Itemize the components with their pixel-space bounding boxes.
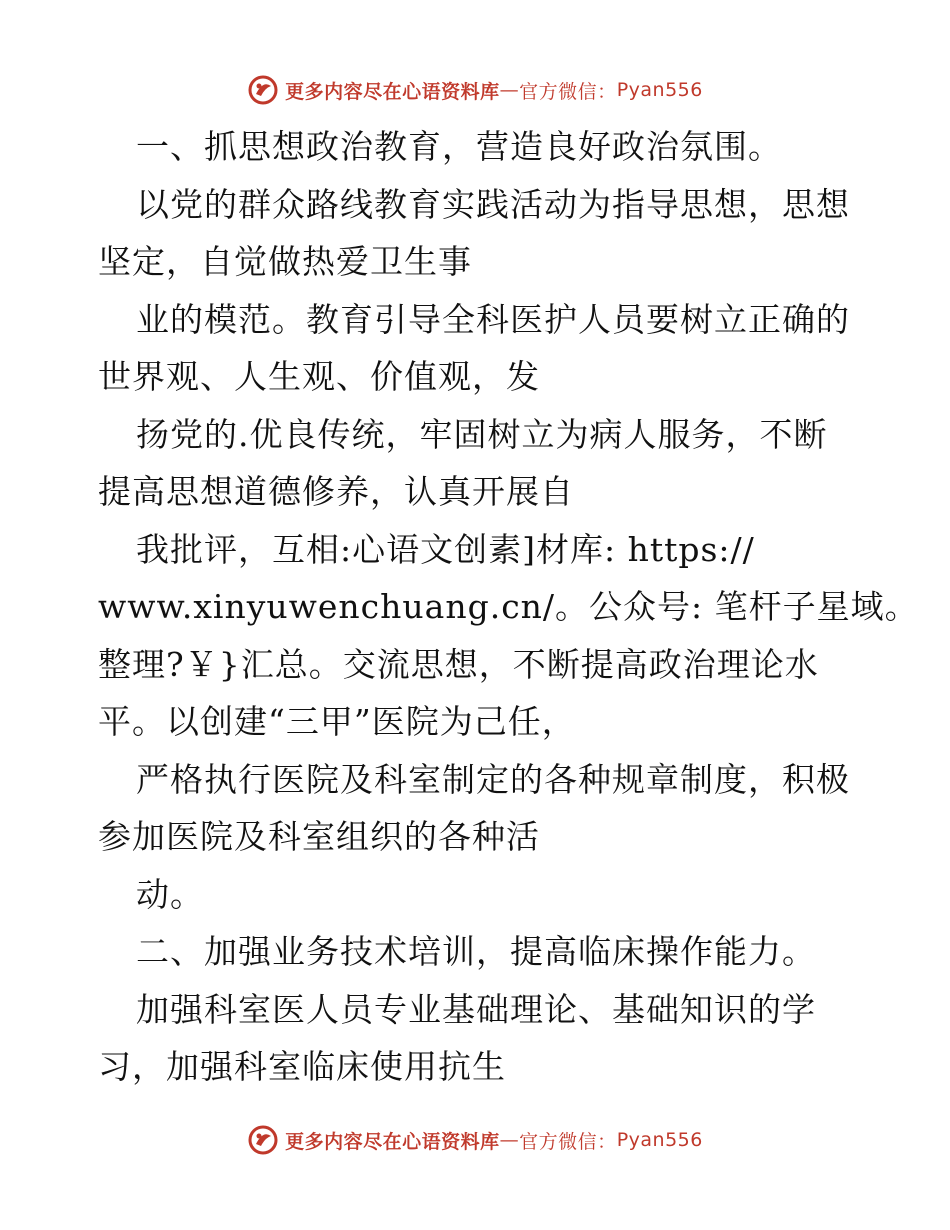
header-watermark-banner (0, 70, 950, 110)
paragraph-line: 一、抓思想政治教育，营造良好政治氛围。 (136, 127, 782, 166)
paragraph-line: 整理?￥}汇总。交流思想，不断提高政治理论水 (98, 644, 819, 684)
paragraph-line: 扬党的.优良传统，牢固树立为病人服务，不断 (136, 414, 828, 454)
wechat-label: 官方微信： (519, 1130, 617, 1153)
paragraph-line: 严格执行医院及科室制定的各种规章制度，积极 (136, 759, 850, 799)
paragraph-line: 业的模范。教育引导全科医护人员要树立正确的 (136, 299, 850, 339)
paragraph-line: 参加医院及科室组织的各种活 (98, 817, 540, 856)
paragraph-line: 平。以创建“三甲”医院为己任， (98, 702, 576, 741)
site-text: 更多内容尽在心语资料库 (285, 80, 500, 103)
paragraph-line: 提高思想道德修养，认真开展自 (98, 472, 574, 511)
document-body (98, 118, 919, 1096)
swirl-logo-icon (247, 1124, 279, 1156)
wechat-id: Pyan556 (616, 1129, 703, 1151)
paragraph-line: www.xinyuwenchuang.cn/。公众号: 笔杆子星域。 (98, 587, 919, 626)
paragraph-line: 动。 (136, 874, 204, 914)
banner-separator: — (499, 79, 520, 101)
site-text: 更多内容尽在心语资料库 (285, 1130, 500, 1153)
paragraph-line: 以党的群众路线教育实践活动为指导思想，思想 (136, 184, 850, 224)
banner-separator: — (499, 1129, 520, 1151)
wechat-id: Pyan556 (616, 79, 703, 101)
paragraph-line: 坚定，自觉做热爱卫生事 (98, 242, 472, 281)
paragraph-line: 加强科室医人员专业基础理论、基础知识的学 (136, 989, 816, 1029)
paragraph-line: 世界观、人生观、价值观，发 (98, 357, 540, 396)
paragraph-line: 我批评，互相:心语文创素]材库: https:// (136, 529, 755, 569)
wechat-label: 官方微信： (519, 80, 617, 103)
swirl-logo-icon (247, 74, 279, 106)
paragraph-line: 习，加强科室临床使用抗生 (98, 1047, 506, 1086)
footer-watermark-banner (0, 1120, 950, 1160)
paragraph-line: 二、加强业务技术培训，提高临床操作能力。 (136, 932, 816, 971)
